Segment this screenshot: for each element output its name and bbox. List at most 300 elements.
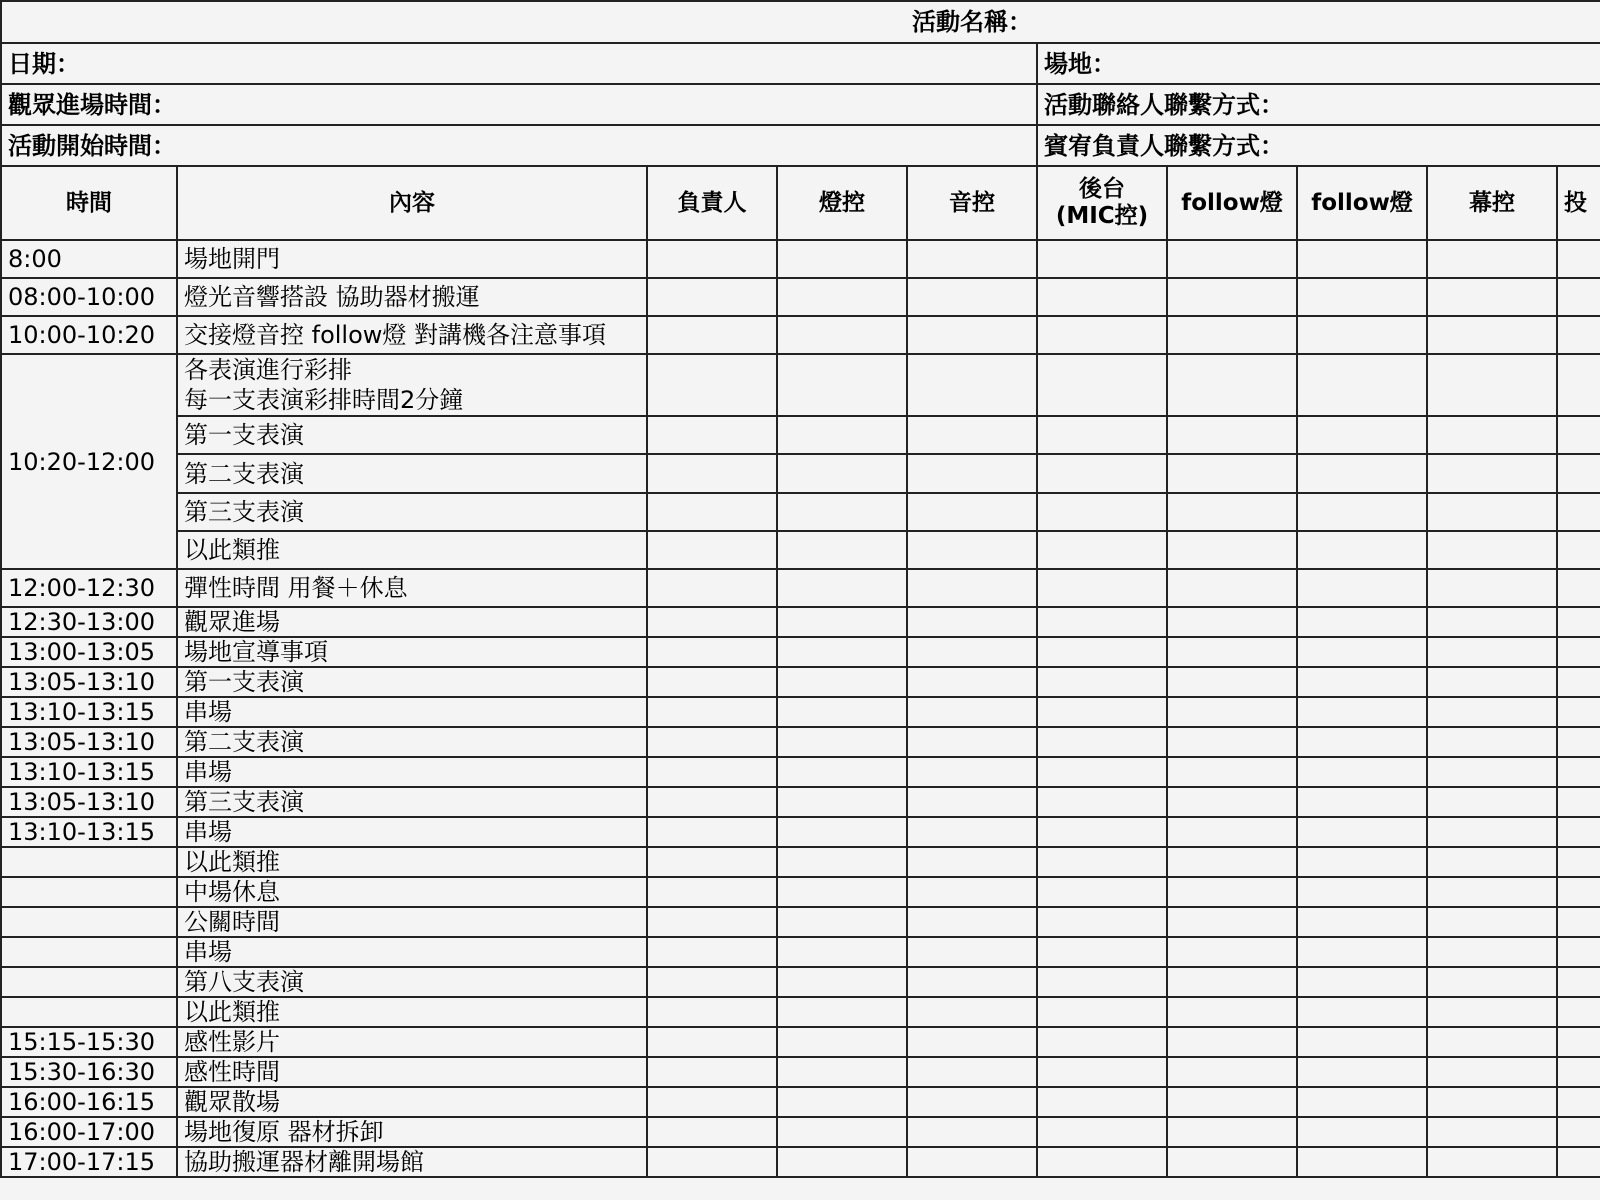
sound-cell[interactable] (907, 637, 1037, 667)
follow-2-cell[interactable] (1297, 354, 1427, 416)
follow-2-cell[interactable] (1297, 727, 1427, 757)
backstage-cell[interactable] (1037, 997, 1167, 1027)
follow-2-cell[interactable] (1297, 787, 1427, 817)
follow-1-cell[interactable] (1167, 607, 1297, 637)
follow-1-cell[interactable] (1167, 847, 1297, 877)
sound-cell[interactable] (907, 454, 1037, 493)
follow-2-cell[interactable] (1297, 607, 1427, 637)
owner-cell[interactable] (647, 1117, 777, 1147)
backstage-cell[interactable] (1037, 907, 1167, 937)
extra-cell[interactable] (1557, 1087, 1600, 1117)
lighting-cell[interactable] (777, 877, 907, 907)
col-header-follow-2: follow燈 (1297, 166, 1427, 240)
extra-cell[interactable] (1557, 1117, 1600, 1147)
extra-cell[interactable] (1557, 637, 1600, 667)
backstage-cell[interactable] (1037, 569, 1167, 607)
time-cell[interactable] (1, 877, 177, 907)
table-row (1, 1117, 1600, 1147)
time-cell[interactable]: 08:00-10:00 (1, 278, 177, 316)
follow-2-cell[interactable] (1297, 817, 1427, 847)
lighting-cell[interactable] (777, 727, 907, 757)
lighting-cell[interactable] (777, 907, 907, 937)
backstage-cell[interactable] (1037, 757, 1167, 787)
content-cell[interactable]: 第三支表演 (177, 493, 647, 531)
owner-cell[interactable] (647, 607, 777, 637)
curtain-cell[interactable] (1427, 493, 1557, 531)
venue-cell[interactable] (1037, 43, 1600, 84)
content-cell[interactable]: 感性時間 (177, 1057, 647, 1087)
follow-2-cell[interactable] (1297, 240, 1427, 278)
sound-cell[interactable] (907, 416, 1037, 454)
sound-cell[interactable] (907, 531, 1037, 569)
date-cell[interactable] (1, 43, 1037, 84)
curtain-cell[interactable] (1427, 416, 1557, 454)
sound-cell[interactable] (907, 1027, 1037, 1057)
time-cell[interactable] (1, 847, 177, 877)
curtain-cell[interactable] (1427, 316, 1557, 354)
extra-cell[interactable] (1557, 354, 1600, 416)
lighting-cell[interactable] (777, 569, 907, 607)
curtain-cell[interactable] (1427, 967, 1557, 997)
follow-1-cell[interactable] (1167, 637, 1297, 667)
start-time-cell[interactable] (1, 125, 1037, 166)
owner-cell[interactable] (647, 847, 777, 877)
lighting-cell[interactable] (777, 997, 907, 1027)
owner-cell[interactable] (647, 637, 777, 667)
curtain-cell[interactable] (1427, 877, 1557, 907)
owner-cell[interactable] (647, 877, 777, 907)
follow-2-cell[interactable] (1297, 316, 1427, 354)
time-cell[interactable]: 13:05-13:10 (1, 727, 177, 757)
content-cell[interactable]: 以此類推 (177, 997, 647, 1027)
sound-cell[interactable] (907, 997, 1037, 1027)
start-time-label: 活動開始時間： (8, 131, 176, 160)
owner-cell[interactable] (647, 531, 777, 569)
follow-1-cell[interactable] (1167, 416, 1297, 454)
lighting-cell[interactable] (777, 493, 907, 531)
curtain-cell[interactable] (1427, 787, 1557, 817)
lighting-cell[interactable] (777, 937, 907, 967)
event-name-label: 活動名稱： (912, 8, 1032, 36)
content-cell[interactable]: 第二支表演 (177, 727, 647, 757)
lighting-cell[interactable] (777, 1147, 907, 1177)
time-cell[interactable]: 13:00-13:05 (1, 637, 177, 667)
follow-1-cell[interactable] (1167, 1057, 1297, 1087)
curtain-cell[interactable] (1427, 937, 1557, 967)
guest-contact-cell[interactable] (1037, 125, 1600, 166)
follow-1-cell[interactable] (1167, 278, 1297, 316)
owner-cell[interactable] (647, 907, 777, 937)
follow-1-cell[interactable] (1167, 316, 1297, 354)
extra-cell[interactable] (1557, 967, 1600, 997)
curtain-cell[interactable] (1427, 1057, 1557, 1087)
backstage-cell[interactable] (1037, 637, 1167, 667)
content-cell[interactable]: 彈性時間 用餐＋休息 (177, 569, 647, 607)
owner-cell[interactable] (647, 493, 777, 531)
curtain-cell[interactable] (1427, 1027, 1557, 1057)
lighting-cell[interactable] (777, 637, 907, 667)
content-cell[interactable]: 公關時間 (177, 907, 647, 937)
follow-1-cell[interactable] (1167, 569, 1297, 607)
follow-2-cell[interactable] (1297, 697, 1427, 727)
extra-cell[interactable] (1557, 493, 1600, 531)
content-cell[interactable]: 各表演進行彩排 每一支表演彩排時間2分鐘 (177, 354, 647, 416)
follow-2-cell[interactable] (1297, 757, 1427, 787)
extra-cell[interactable] (1557, 569, 1600, 607)
curtain-cell[interactable] (1427, 757, 1557, 787)
content-cell[interactable]: 串場 (177, 697, 647, 727)
time-cell[interactable]: 15:30-16:30 (1, 1057, 177, 1087)
content-cell[interactable]: 交接燈音控 follow燈 對講機各注意事項 (177, 316, 647, 354)
lighting-cell[interactable] (777, 967, 907, 997)
owner-cell[interactable] (647, 757, 777, 787)
curtain-cell[interactable] (1427, 907, 1557, 937)
owner-cell[interactable] (647, 697, 777, 727)
sound-cell[interactable] (907, 316, 1037, 354)
owner-cell[interactable] (647, 416, 777, 454)
content-cell[interactable]: 協助搬運器材離開場館 (177, 1147, 647, 1177)
time-cell[interactable]: 12:00-12:30 (1, 569, 177, 607)
owner-cell[interactable] (647, 967, 777, 997)
content-cell[interactable]: 觀眾散場 (177, 1087, 647, 1117)
lighting-cell[interactable] (777, 240, 907, 278)
sound-cell[interactable] (907, 937, 1037, 967)
extra-cell[interactable] (1557, 278, 1600, 316)
follow-1-cell[interactable] (1167, 240, 1297, 278)
col-header-owner: 負責人 (647, 166, 777, 240)
lighting-cell[interactable] (777, 454, 907, 493)
follow-1-cell[interactable] (1167, 937, 1297, 967)
lighting-cell[interactable] (777, 847, 907, 877)
backstage-cell[interactable] (1037, 787, 1167, 817)
follow-2-cell[interactable] (1297, 997, 1427, 1027)
backstage-cell[interactable] (1037, 240, 1167, 278)
lighting-cell[interactable] (777, 757, 907, 787)
follow-1-cell[interactable] (1167, 817, 1297, 847)
time-cell[interactable]: 13:10-13:15 (1, 757, 177, 787)
content-cell[interactable]: 以此類推 (177, 847, 647, 877)
follow-2-cell[interactable] (1297, 1057, 1427, 1087)
follow-1-cell[interactable] (1167, 757, 1297, 787)
sound-cell[interactable] (907, 1087, 1037, 1117)
content-cell[interactable]: 串場 (177, 757, 647, 787)
content-cell[interactable]: 第一支表演 (177, 416, 647, 454)
lighting-cell[interactable] (777, 1057, 907, 1087)
follow-1-cell[interactable] (1167, 354, 1297, 416)
content-cell[interactable]: 燈光音響搭設 協助器材搬運 (177, 278, 647, 316)
time-cell[interactable]: 13:10-13:15 (1, 817, 177, 847)
owner-cell[interactable] (647, 787, 777, 817)
backstage-cell[interactable] (1037, 727, 1167, 757)
content-cell[interactable]: 第八支表演 (177, 967, 647, 997)
lighting-cell[interactable] (777, 316, 907, 354)
content-cell[interactable]: 感性影片 (177, 1027, 647, 1057)
content-cell[interactable]: 場地復原 器材拆卸 (177, 1117, 647, 1147)
follow-1-cell[interactable] (1167, 1087, 1297, 1117)
owner-cell[interactable] (647, 454, 777, 493)
backstage-cell[interactable] (1037, 416, 1167, 454)
lighting-cell[interactable] (777, 1117, 907, 1147)
backstage-cell[interactable] (1037, 1027, 1167, 1057)
table-row (1, 667, 1600, 697)
sound-cell[interactable] (907, 1147, 1037, 1177)
follow-2-cell[interactable] (1297, 1117, 1427, 1147)
table-row (1, 354, 1600, 416)
follow-1-cell[interactable] (1167, 997, 1297, 1027)
follow-1-cell[interactable] (1167, 667, 1297, 697)
owner-cell[interactable] (647, 316, 777, 354)
sound-cell[interactable] (907, 697, 1037, 727)
curtain-cell[interactable] (1427, 697, 1557, 727)
content-cell[interactable]: 以此類推 (177, 531, 647, 569)
extra-cell[interactable] (1557, 240, 1600, 278)
backstage-cell[interactable] (1037, 354, 1167, 416)
content-cell[interactable]: 場地宣導事項 (177, 637, 647, 667)
owner-cell[interactable] (647, 1147, 777, 1177)
owner-cell[interactable] (647, 817, 777, 847)
time-cell[interactable]: 13:10-13:15 (1, 697, 177, 727)
sound-cell[interactable] (907, 817, 1037, 847)
backstage-cell[interactable] (1037, 877, 1167, 907)
owner-cell[interactable] (647, 354, 777, 416)
owner-cell[interactable] (647, 667, 777, 697)
curtain-cell[interactable] (1427, 1087, 1557, 1117)
backstage-cell[interactable] (1037, 817, 1167, 847)
owner-cell[interactable] (647, 1057, 777, 1087)
curtain-cell[interactable] (1427, 1117, 1557, 1147)
time-cell[interactable] (1, 997, 177, 1027)
extra-cell[interactable] (1557, 416, 1600, 454)
curtain-cell[interactable] (1427, 997, 1557, 1027)
time-cell[interactable]: 17:00-17:15 (1, 1147, 177, 1177)
lighting-cell[interactable] (777, 697, 907, 727)
follow-2-cell[interactable] (1297, 1027, 1427, 1057)
backstage-cell[interactable] (1037, 531, 1167, 569)
extra-cell[interactable] (1557, 607, 1600, 637)
follow-1-cell[interactable] (1167, 787, 1297, 817)
follow-1-cell[interactable] (1167, 531, 1297, 569)
lighting-cell[interactable] (777, 354, 907, 416)
table-row (1, 967, 1600, 997)
backstage-cell[interactable] (1037, 493, 1167, 531)
content-cell[interactable]: 串場 (177, 937, 647, 967)
follow-1-cell[interactable] (1167, 967, 1297, 997)
col-header-content: 內容 (177, 166, 647, 240)
content-cell[interactable]: 場地開門 (177, 240, 647, 278)
follow-2-cell[interactable] (1297, 1087, 1427, 1117)
time-cell[interactable] (1, 937, 177, 967)
follow-2-cell[interactable] (1297, 847, 1427, 877)
follow-1-cell[interactable] (1167, 907, 1297, 937)
owner-cell[interactable] (647, 1087, 777, 1117)
backstage-cell[interactable] (1037, 1147, 1167, 1177)
lighting-cell[interactable] (777, 607, 907, 637)
extra-cell[interactable] (1557, 817, 1600, 847)
time-cell[interactable]: 13:05-13:10 (1, 667, 177, 697)
time-cell[interactable]: 8:00 (1, 240, 177, 278)
curtain-cell[interactable] (1427, 354, 1557, 416)
follow-1-cell[interactable] (1167, 1147, 1297, 1177)
extra-cell[interactable] (1557, 1027, 1600, 1057)
follow-1-cell[interactable] (1167, 1027, 1297, 1057)
curtain-cell[interactable] (1427, 727, 1557, 757)
event-contact-cell[interactable] (1037, 84, 1600, 125)
time-cell[interactable] (1, 967, 177, 997)
curtain-cell[interactable] (1427, 531, 1557, 569)
sound-cell[interactable] (907, 967, 1037, 997)
backstage-cell[interactable] (1037, 667, 1167, 697)
backstage-cell[interactable] (1037, 1117, 1167, 1147)
lighting-cell[interactable] (777, 1027, 907, 1057)
sound-cell[interactable] (907, 1117, 1037, 1147)
extra-cell[interactable] (1557, 847, 1600, 877)
lighting-cell[interactable] (777, 278, 907, 316)
owner-cell[interactable] (647, 997, 777, 1027)
curtain-cell[interactable] (1427, 817, 1557, 847)
extra-cell[interactable] (1557, 697, 1600, 727)
sound-cell[interactable] (907, 240, 1037, 278)
follow-2-cell[interactable] (1297, 637, 1427, 667)
time-cell[interactable] (1, 907, 177, 937)
backstage-cell[interactable] (1037, 847, 1167, 877)
sound-cell[interactable] (907, 907, 1037, 937)
time-cell[interactable]: 12:30-13:00 (1, 607, 177, 637)
backstage-cell[interactable] (1037, 607, 1167, 637)
follow-1-cell[interactable] (1167, 493, 1297, 531)
extra-cell[interactable] (1557, 667, 1600, 697)
follow-1-cell[interactable] (1167, 727, 1297, 757)
event-name-cell[interactable] (1, 1, 1600, 43)
follow-1-cell[interactable] (1167, 697, 1297, 727)
venue-label: 場地： (1044, 49, 1116, 78)
follow-2-cell[interactable] (1297, 937, 1427, 967)
follow-2-cell[interactable] (1297, 454, 1427, 493)
extra-cell[interactable] (1557, 877, 1600, 907)
follow-2-cell[interactable] (1297, 667, 1427, 697)
extra-cell[interactable] (1557, 1057, 1600, 1087)
extra-cell[interactable] (1557, 531, 1600, 569)
col-header-lighting: 燈控 (777, 166, 907, 240)
follow-2-cell[interactable] (1297, 877, 1427, 907)
owner-cell[interactable] (647, 240, 777, 278)
table-row (1, 240, 1600, 278)
time-cell[interactable]: 10:00-10:20 (1, 316, 177, 354)
sound-cell[interactable] (907, 877, 1037, 907)
follow-2-cell[interactable] (1297, 416, 1427, 454)
audience-entry-cell[interactable] (1, 84, 1037, 125)
sound-cell[interactable] (907, 727, 1037, 757)
lighting-cell[interactable] (777, 787, 907, 817)
sound-cell[interactable] (907, 667, 1037, 697)
content-cell[interactable]: 串場 (177, 817, 647, 847)
follow-1-cell[interactable] (1167, 1117, 1297, 1147)
table-row (1, 937, 1600, 967)
extra-cell[interactable] (1557, 1147, 1600, 1177)
backstage-cell[interactable] (1037, 967, 1167, 997)
backstage-cell[interactable] (1037, 316, 1167, 354)
curtain-cell[interactable] (1427, 847, 1557, 877)
lighting-cell[interactable] (777, 531, 907, 569)
owner-cell[interactable] (647, 937, 777, 967)
sound-cell[interactable] (907, 787, 1037, 817)
backstage-cell[interactable] (1037, 1057, 1167, 1087)
follow-2-cell[interactable] (1297, 967, 1427, 997)
backstage-cell[interactable] (1037, 937, 1167, 967)
sound-cell[interactable] (907, 354, 1037, 416)
sound-cell[interactable] (907, 607, 1037, 637)
curtain-cell[interactable] (1427, 667, 1557, 697)
follow-1-cell[interactable] (1167, 454, 1297, 493)
extra-cell[interactable] (1557, 454, 1600, 493)
content-cell[interactable]: 第三支表演 (177, 787, 647, 817)
follow-2-cell[interactable] (1297, 569, 1427, 607)
table-row (1, 316, 1600, 354)
curtain-cell[interactable] (1427, 607, 1557, 637)
extra-cell[interactable] (1557, 787, 1600, 817)
content-cell[interactable]: 第一支表演 (177, 667, 647, 697)
extra-cell[interactable] (1557, 937, 1600, 967)
time-cell[interactable]: 13:05-13:10 (1, 787, 177, 817)
content-cell[interactable]: 中場休息 (177, 877, 647, 907)
backstage-cell[interactable] (1037, 278, 1167, 316)
owner-cell[interactable] (647, 1027, 777, 1057)
table-row (1, 1057, 1600, 1087)
follow-2-cell[interactable] (1297, 278, 1427, 316)
follow-2-cell[interactable] (1297, 1147, 1427, 1177)
curtain-cell[interactable] (1427, 637, 1557, 667)
sound-cell[interactable] (907, 757, 1037, 787)
sound-cell[interactable] (907, 1057, 1037, 1087)
extra-cell[interactable] (1557, 316, 1600, 354)
sound-cell[interactable] (907, 278, 1037, 316)
owner-cell[interactable] (647, 278, 777, 316)
extra-cell[interactable] (1557, 727, 1600, 757)
time-cell[interactable]: 15:15-15:30 (1, 1027, 177, 1057)
curtain-cell[interactable] (1427, 240, 1557, 278)
curtain-cell[interactable] (1427, 569, 1557, 607)
lighting-cell[interactable] (777, 817, 907, 847)
follow-2-cell[interactable] (1297, 531, 1427, 569)
table-row (1, 607, 1600, 637)
lighting-cell[interactable] (777, 667, 907, 697)
curtain-cell[interactable] (1427, 1147, 1557, 1177)
lighting-cell[interactable] (777, 416, 907, 454)
follow-2-cell[interactable] (1297, 493, 1427, 531)
follow-2-cell[interactable] (1297, 907, 1427, 937)
rehearsal-time-cell[interactable]: 10:20-12:00 (1, 354, 177, 569)
time-cell[interactable]: 16:00-17:00 (1, 1117, 177, 1147)
backstage-cell[interactable] (1037, 1087, 1167, 1117)
extra-cell[interactable] (1557, 757, 1600, 787)
sound-cell[interactable] (907, 493, 1037, 531)
curtain-cell[interactable] (1427, 278, 1557, 316)
backstage-cell[interactable] (1037, 454, 1167, 493)
sound-cell[interactable] (907, 847, 1037, 877)
sound-cell[interactable] (907, 569, 1037, 607)
owner-cell[interactable] (647, 569, 777, 607)
table-row (1, 847, 1600, 877)
backstage-cell[interactable] (1037, 697, 1167, 727)
content-cell[interactable]: 觀眾進場 (177, 607, 647, 637)
owner-cell[interactable] (647, 727, 777, 757)
extra-cell[interactable] (1557, 907, 1600, 937)
time-cell[interactable]: 16:00-16:15 (1, 1087, 177, 1117)
content-cell[interactable]: 第二支表演 (177, 454, 647, 493)
extra-cell[interactable] (1557, 997, 1600, 1027)
follow-1-cell[interactable] (1167, 877, 1297, 907)
curtain-cell[interactable] (1427, 454, 1557, 493)
lighting-cell[interactable] (777, 1087, 907, 1117)
